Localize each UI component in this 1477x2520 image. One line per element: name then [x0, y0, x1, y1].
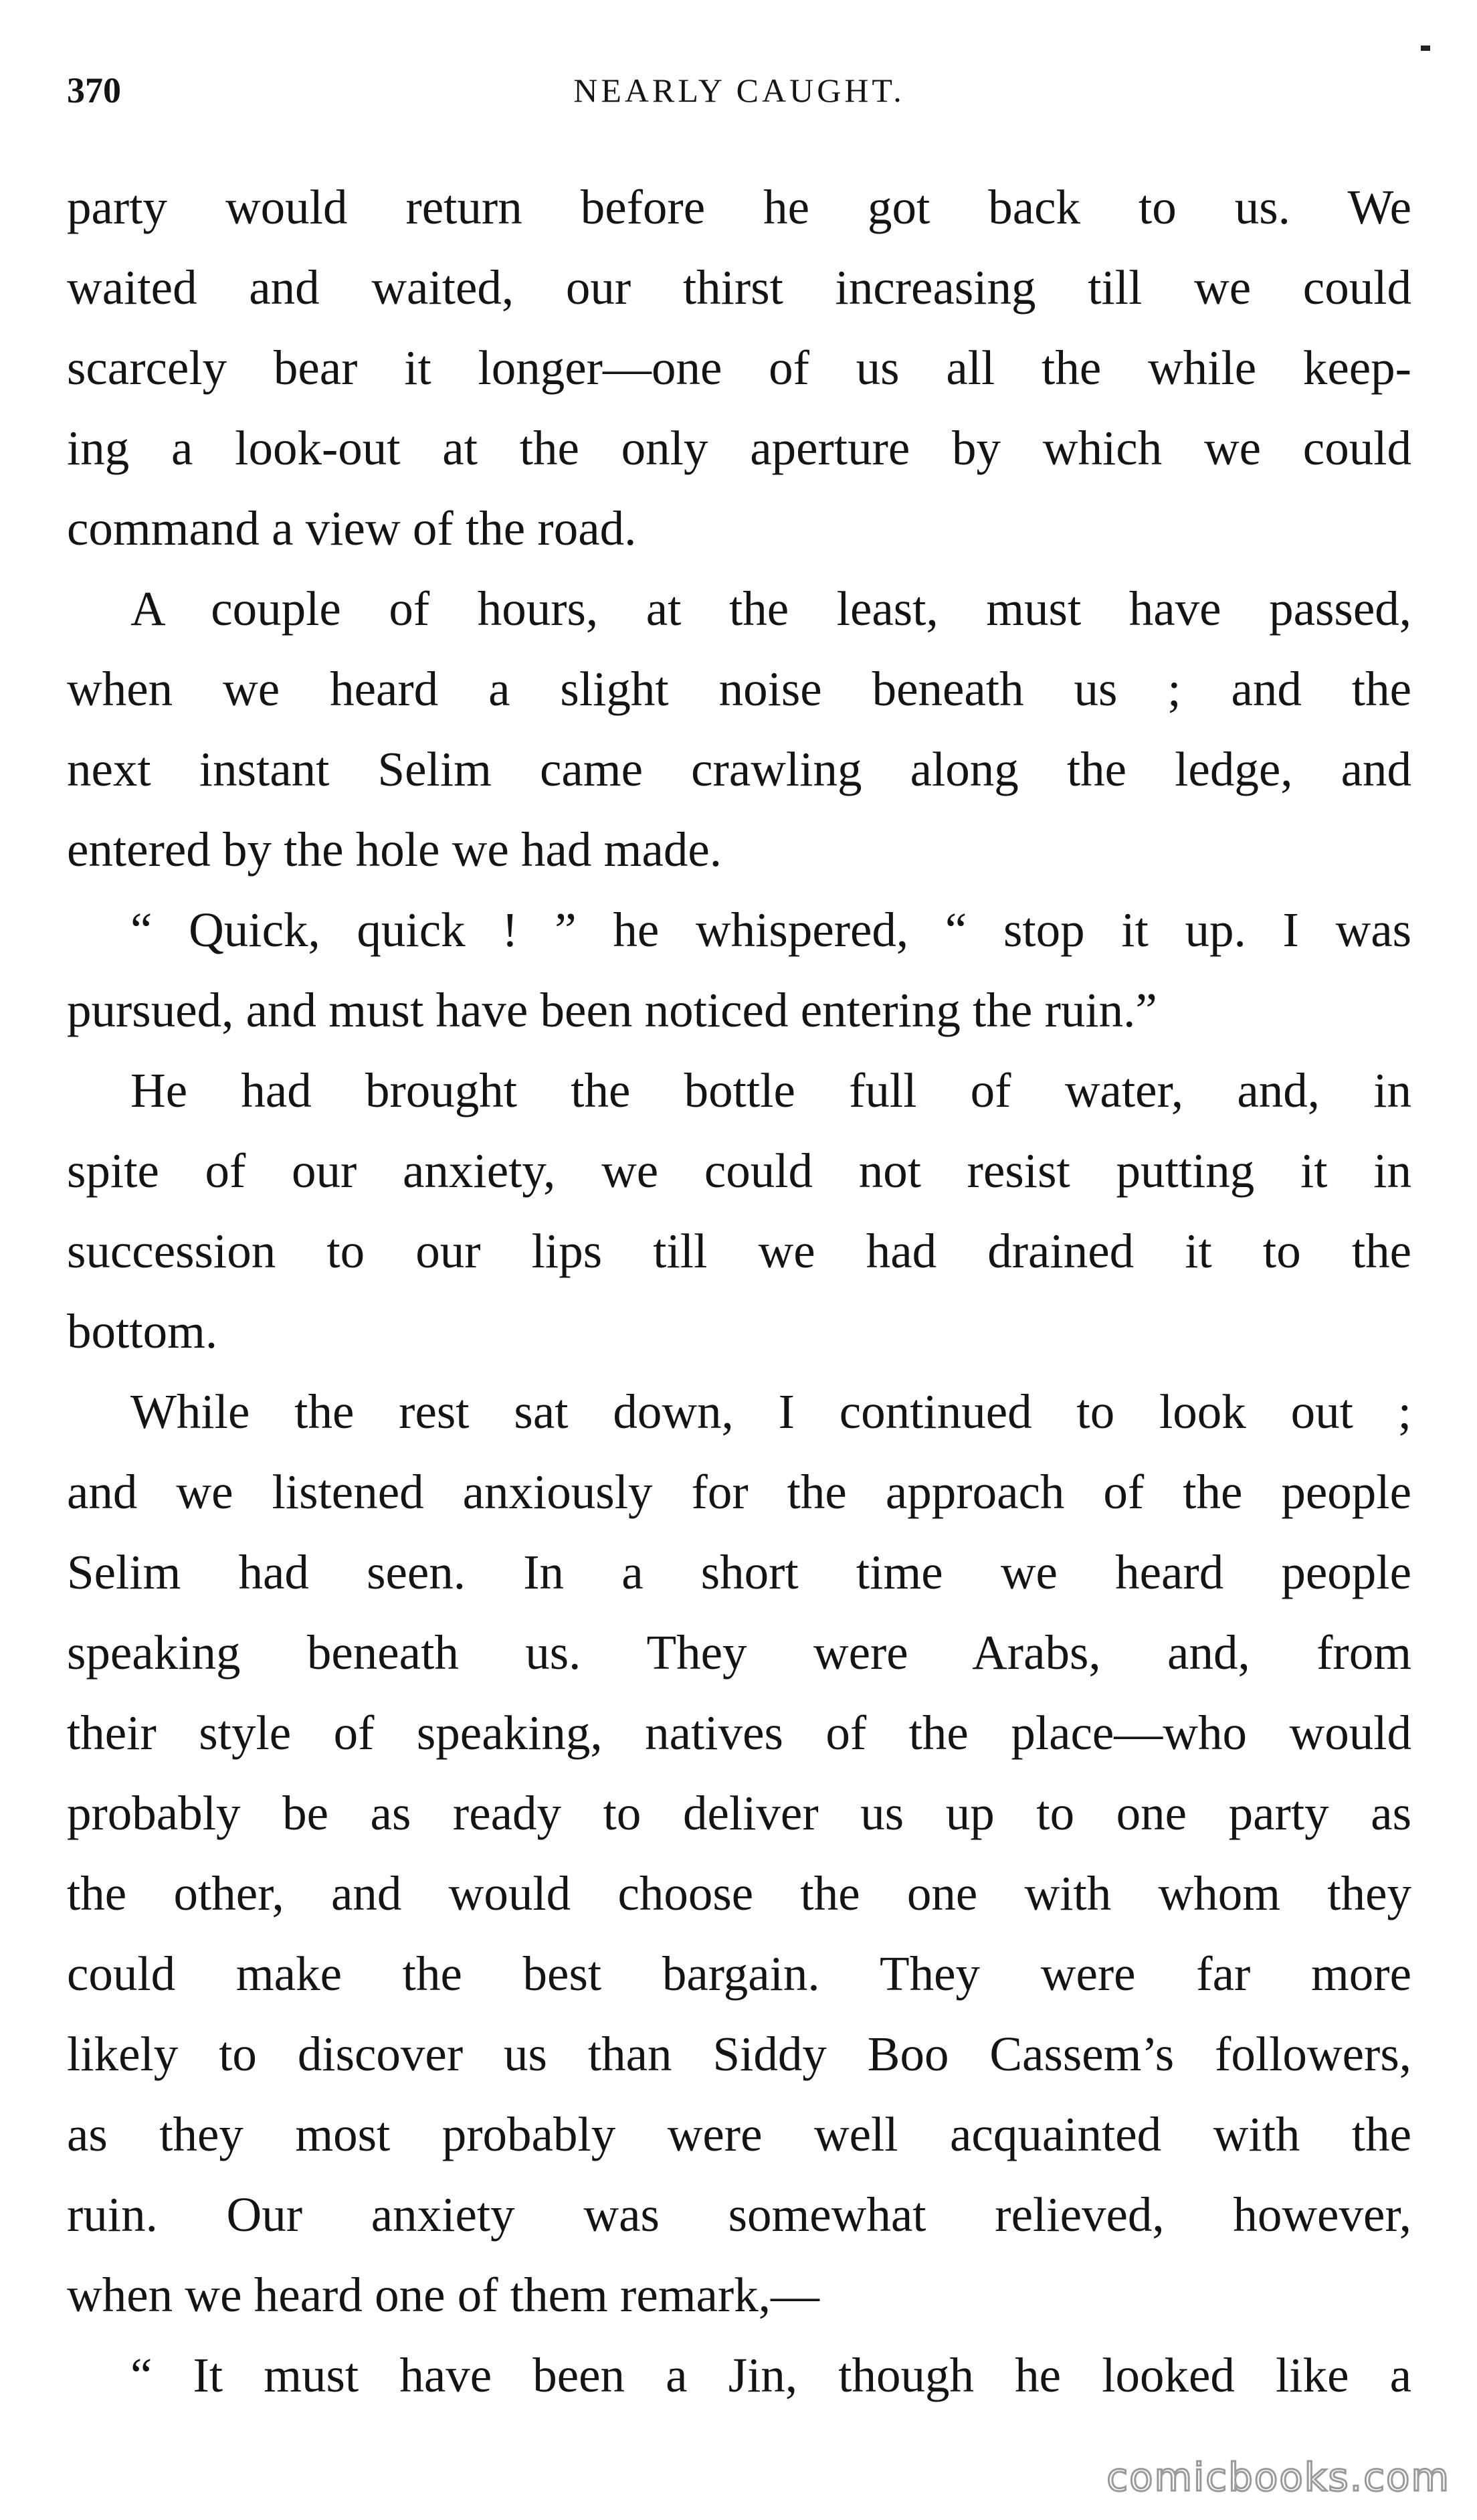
text-line: entered by the hole we had made.	[67, 822, 722, 877]
text-line: ing a look-out at the only aperture by which we could	[67, 421, 1411, 475]
text-line: succession to our lips till we had drained it to the	[67, 1224, 1411, 1278]
text-line: While the rest sat down, I continued to look out ;	[130, 1384, 1411, 1439]
text-line: He had brought the bottle full of water, and, in	[130, 1063, 1411, 1117]
text-line: command a view of the road.	[67, 501, 637, 555]
text-line: as they most probably were well acquainted with the	[67, 2107, 1411, 2161]
text-line: “ It must have been a Jin, though he looked like a	[130, 2348, 1411, 2402]
text-line: pursued, and must have been noticed entering the ruin.”	[67, 983, 1157, 1037]
page-header	[67, 64, 1411, 117]
text-line: their style of speaking, natives of the place—who would	[67, 1706, 1411, 1760]
text-line: when we heard a slight noise beneath us ; and the	[67, 662, 1411, 716]
text-line: bottom.	[67, 1304, 218, 1358]
text-line: probably be as ready to deliver us up to one party as	[67, 1786, 1411, 1840]
page-number: 370	[67, 70, 121, 110]
text-line: Selim had seen. In a short time we heard people	[67, 1545, 1411, 1599]
text-line: scarcely bear it longer—one of us all the while keep-	[67, 341, 1411, 395]
text-line: ruin. Our anxiety was somewhat relieved, however,	[67, 2187, 1411, 2242]
text-line: likely to discover us than Siddy Boo Cassem’s followers,	[67, 2027, 1411, 2081]
text-line: when we heard one of them remark,—	[67, 2268, 819, 2322]
watermark: comicbooks.com	[1106, 2454, 1450, 2500]
text-line: the other, and would choose the one with whom they	[67, 1866, 1411, 1920]
text-line: speaking beneath us. They were Arabs, and, from	[67, 1625, 1411, 1680]
text-line: could make the best bargain. They were far more	[67, 1947, 1411, 2001]
body-text	[67, 167, 1411, 2416]
text-line: “ Quick, quick ! ” he whispered, “ stop it up. I was	[130, 903, 1411, 957]
text-line: A couple of hours, at the least, must have passed,	[130, 581, 1411, 636]
text-line: waited and waited, our thirst increasing till we could	[67, 260, 1411, 314]
corner-mark	[1421, 46, 1430, 51]
text-line: spite of our anxiety, we could not resist putting it in	[67, 1144, 1411, 1198]
text-line: party would return before he got back to us. We	[67, 180, 1411, 234]
text-line: and we listened anxiously for the approach of the people	[67, 1465, 1411, 1519]
running-head: NEARLY CAUGHT.	[573, 72, 905, 109]
text-line: next instant Selim came crawling along the ledge, and	[67, 742, 1411, 796]
